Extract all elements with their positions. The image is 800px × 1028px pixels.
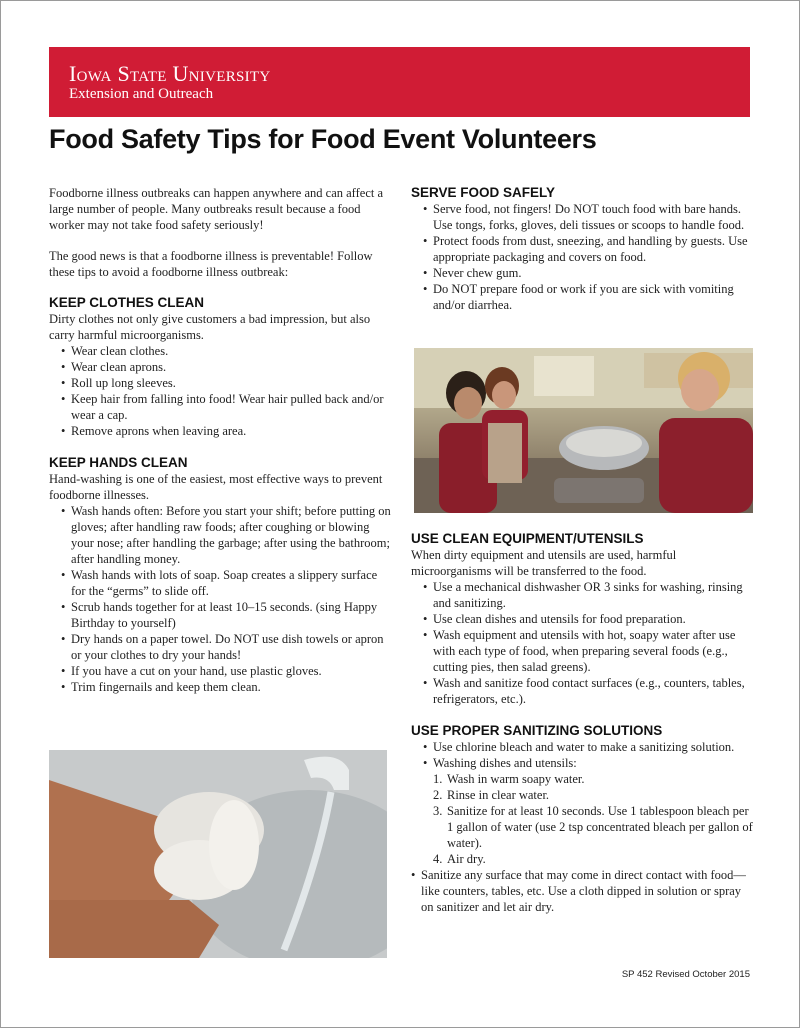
list-item: • Trim fingernails and keep them clean. <box>61 679 391 695</box>
section-heading: USE CLEAN EQUIPMENT/UTENSILS <box>411 531 644 546</box>
unit-name: Extension and Outreach <box>69 86 214 102</box>
list-item: • Wash hands often: Before you start your shift; before putting on gloves; after handling raw foods; after coughing or blowing your nose; after handling the garbage; after using the bathroom; after handling money. <box>61 503 391 567</box>
handwashing-illustration <box>49 750 387 958</box>
section-intro: When dirty equipment and utensils are used, harmful microorganisms will be transferred to the food. <box>411 548 677 578</box>
step-item <box>433 771 754 787</box>
list-item: • Scrub hands together for at least 10–15 seconds. (sing Happy Birthday to yourself) <box>61 599 391 631</box>
step-item <box>433 803 754 851</box>
step-text: Air dry. <box>447 852 486 866</box>
header-banner <box>49 47 750 117</box>
step-item <box>433 851 754 867</box>
volunteers-photo <box>414 348 753 513</box>
bullet-list <box>423 201 754 313</box>
list-item: • Wash equipment and utensils with hot, soapy water after use with each type of food, when preparing several foods (e.g., cutting pies, then salad greens). <box>423 627 754 675</box>
list-item: • Use chlorine bleach and water to make a sanitizing solution. <box>423 739 754 755</box>
list-item: • Use clean dishes and utensils for food preparation. <box>423 611 754 627</box>
university-name: Iowa State University <box>69 61 271 86</box>
list-item: • Washing dishes and utensils: <box>423 755 754 771</box>
bullet-list <box>61 503 391 695</box>
volunteers-illustration <box>414 348 753 513</box>
list-item: • Remove aprons when leaving area. <box>61 423 391 439</box>
list-item: • Never chew gum. <box>423 265 754 281</box>
bullet-list <box>411 867 754 915</box>
list-item: • Protect foods from dust, sneezing, and handling by guests. Use appropriate packaging and covers on food. <box>423 233 754 265</box>
list-item: • Do NOT prepare food or work if you are sick with vomiting and/or diarrhea. <box>423 281 754 313</box>
list-item: • Roll up long sleeves. <box>61 375 391 391</box>
section-heading: KEEP HANDS CLEAN <box>49 455 188 470</box>
page-title: Food Safety Tips for Food Event Volunteers <box>49 124 597 154</box>
list-item: • Dry hands on a paper towel. Do NOT use dish towels or apron or your clothes to dry your hands! <box>61 631 391 663</box>
list-item: • Use a mechanical dishwasher OR 3 sinks for washing, rinsing and sanitizing. <box>423 579 754 611</box>
left-column <box>49 185 391 695</box>
list-item: • Serve food, not fingers! Do NOT touch food with bare hands. Use tongs, forks, gloves, deli tissues or scoops to handle food. <box>423 201 754 233</box>
intro-paragraph-1: Foodborne illness outbreaks can happen anywhere and can affect a large number of people. Many outbreaks result because a food worker may not take food safety seriously! <box>49 186 384 232</box>
step-text: Wash in warm soapy water. <box>447 772 585 786</box>
list-item: • Wear clean aprons. <box>61 359 391 375</box>
list-item: • Sanitize any surface that may come in direct contact with food—like counters, tables, etc. Use a cloth dipped in solution or spray on sanitizer and let air dry. <box>411 867 754 915</box>
section-serve-food-safely <box>411 185 754 313</box>
step-number: 3. <box>433 804 443 818</box>
step-text: Sanitize for at least 10 seconds. Use 1 tablespoon bleach per 1 gallon of water (use 2 tsp concentrated bleach per gallon of water). <box>447 804 753 850</box>
list-item: • Wear clean clothes. <box>61 343 391 359</box>
section-keep-hands-clean <box>49 455 391 695</box>
list-item: • Wash hands with lots of soap. Soap creates a slippery surface for the “germs” to slide off. <box>61 567 391 599</box>
step-number: 4. <box>433 852 443 866</box>
section-sanitizing-solutions <box>411 723 754 915</box>
step-number: 1. <box>433 772 443 786</box>
section-intro: Hand-washing is one of the easiest, most effective ways to prevent foodborne illnesses. <box>49 472 383 502</box>
section-heading: SERVE FOOD SAFELY <box>411 185 556 200</box>
step-number: 2. <box>433 788 443 802</box>
footer-publication-info: SP 452 Revised October 2015 <box>621 969 750 980</box>
list-item: • Keep hair from falling into food! Wear hair pulled back and/or wear a cap. <box>61 391 391 423</box>
section-clean-equipment <box>411 531 754 707</box>
bullet-list <box>61 343 391 439</box>
step-item <box>433 787 754 803</box>
list-item: • Wash and sanitize food contact surfaces (e.g., counters, tables, refrigerators, etc.). <box>423 675 754 707</box>
numbered-steps <box>433 771 754 867</box>
handwashing-photo <box>49 750 387 958</box>
bullet-list <box>423 579 754 707</box>
list-item: • If you have a cut on your hand, use plastic gloves. <box>61 663 391 679</box>
section-heading: KEEP CLOTHES CLEAN <box>49 295 205 310</box>
right-column-lower <box>411 529 754 915</box>
section-keep-clothes-clean <box>49 295 391 439</box>
right-column <box>411 183 754 313</box>
bullet-list <box>423 739 754 771</box>
section-intro: Dirty clothes not only give customers a bad impression, but also carry harmful microorganisms. <box>49 312 371 342</box>
section-heading: USE PROPER SANITIZING SOLUTIONS <box>411 723 663 738</box>
step-text: Rinse in clear water. <box>447 788 550 802</box>
intro-paragraph-2: The good news is that a foodborne illness is preventable! Follow these tips to avoid a foodborne illness outbreak: <box>49 249 373 279</box>
